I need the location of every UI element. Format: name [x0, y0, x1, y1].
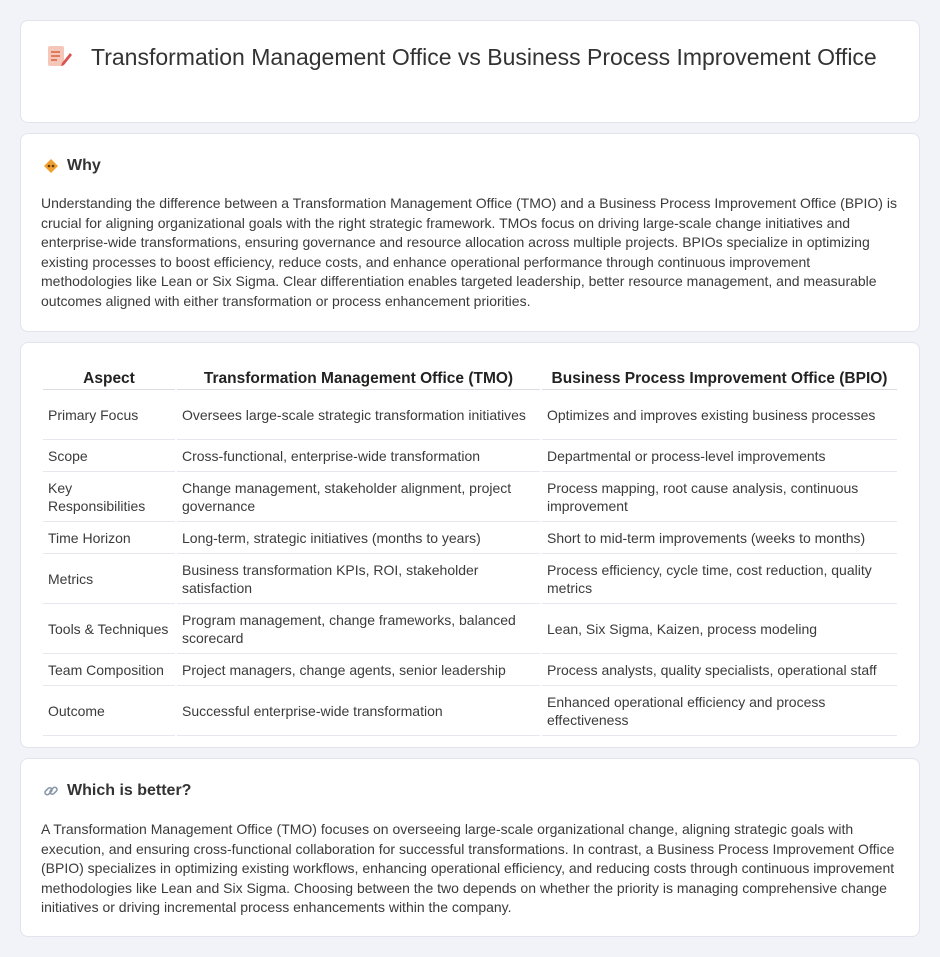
table-header-row: [43, 364, 897, 390]
cell-aspect: Tools & Techniques: [43, 606, 175, 654]
cell-aspect: Primary Focus: [43, 392, 175, 440]
diamond-sign-icon: [43, 158, 59, 174]
why-paragraph: Understanding the difference between a Transformation Management Office (TMO) and a Business Process Improvement Office (BPIO) is crucial for aligning organizational goals with the right strategic framework. TMOs focus on driving large-scale change initiatives and enterprise-wide transformations, ensuring governance and resource allocation across multiple projects. BPIOs specialize in optimizing existing processes to boost efficiency, reduce costs, and enhance operational performance through continuous improvement methodologies like Lean or Six Sigma. Clear differentiation enables targeted leadership, better resource management, and measurable outcomes aligned with either transformation or process enhancement priorities.: [41, 195, 897, 309]
cell-aspect: Outcome: [43, 688, 175, 736]
cell-bpio: Process efficiency, cycle time, cost reduction, quality metrics: [542, 556, 897, 604]
which-better-card: [20, 758, 920, 937]
cell-aspect: Scope: [43, 442, 175, 472]
title-card: [20, 20, 920, 123]
cell-bpio: Short to mid-term improvements (weeks to months): [542, 524, 897, 554]
table-row: [43, 442, 897, 472]
cell-bpio: Optimizes and improves existing business processes: [542, 392, 897, 440]
cell-bpio: Lean, Six Sigma, Kaizen, process modeling: [542, 606, 897, 654]
cell-tmo: Project managers, change agents, senior leadership: [177, 656, 540, 686]
table-row: [43, 606, 897, 654]
better-heading: [43, 781, 191, 801]
cell-aspect: Key Responsibilities: [43, 474, 175, 522]
table-row: [43, 556, 897, 604]
table-row: [43, 474, 897, 522]
better-title: Which is better?: [67, 782, 192, 799]
cell-bpio: Process mapping, root cause analysis, continuous improvement: [542, 474, 897, 522]
table-row: [43, 392, 897, 440]
cell-tmo: Business transformation KPIs, ROI, stakeholder satisfaction: [177, 556, 540, 604]
cell-tmo: Program management, change frameworks, balanced scorecard: [177, 606, 540, 654]
why-card: [20, 133, 920, 332]
comparison-card: [20, 342, 920, 748]
cell-tmo: Oversees large-scale strategic transformation initiatives: [177, 392, 540, 440]
table-row: [43, 688, 897, 736]
better-paragraph: A Transformation Management Office (TMO) focuses on overseeing large-scale organizational change, aligning strategic goals with execution, and ensuring cross-functional collaboration for successful transformations. In contrast, a Business Process Improvement Office (BPIO) specializes in optimizing existing workflows, enhancing operational efficiency, and reducing costs through continuous improvement methodologies like Lean and Six Sigma. Choosing between the two depends on whether the priority is managing comprehensive change initiatives or driving incremental process enhancements within the company.: [41, 821, 895, 916]
cell-aspect: Team Composition: [43, 656, 175, 686]
cell-tmo: Change management, stakeholder alignment, project governance: [177, 474, 540, 522]
document-pencil-icon: [45, 44, 73, 68]
cell-bpio: Enhanced operational efficiency and process effectiveness: [542, 688, 897, 736]
cell-aspect: Metrics: [43, 556, 175, 604]
cell-aspect: Time Horizon: [43, 524, 175, 554]
cell-bpio: Process analysts, quality specialists, operational staff: [542, 656, 897, 686]
cell-tmo: Successful enterprise-wide transformation: [177, 688, 540, 736]
header-tmo: Transformation Management Office (TMO): [177, 364, 540, 390]
comparison-table: [41, 362, 899, 738]
cell-bpio: Departmental or process-level improvements: [542, 442, 897, 472]
link-icon: [43, 783, 59, 799]
header-aspect: Aspect: [43, 364, 175, 390]
table-row: [43, 524, 897, 554]
page-title: Transformation Management Office vs Business Process Improvement Office: [41, 43, 901, 72]
why-heading: [43, 156, 101, 176]
header-bpio: Business Process Improvement Office (BPIO): [542, 364, 897, 390]
why-title: Why: [67, 157, 101, 174]
cell-tmo: Long-term, strategic initiatives (months to years): [177, 524, 540, 554]
cell-tmo: Cross-functional, enterprise-wide transformation: [177, 442, 540, 472]
table-row: [43, 656, 897, 686]
